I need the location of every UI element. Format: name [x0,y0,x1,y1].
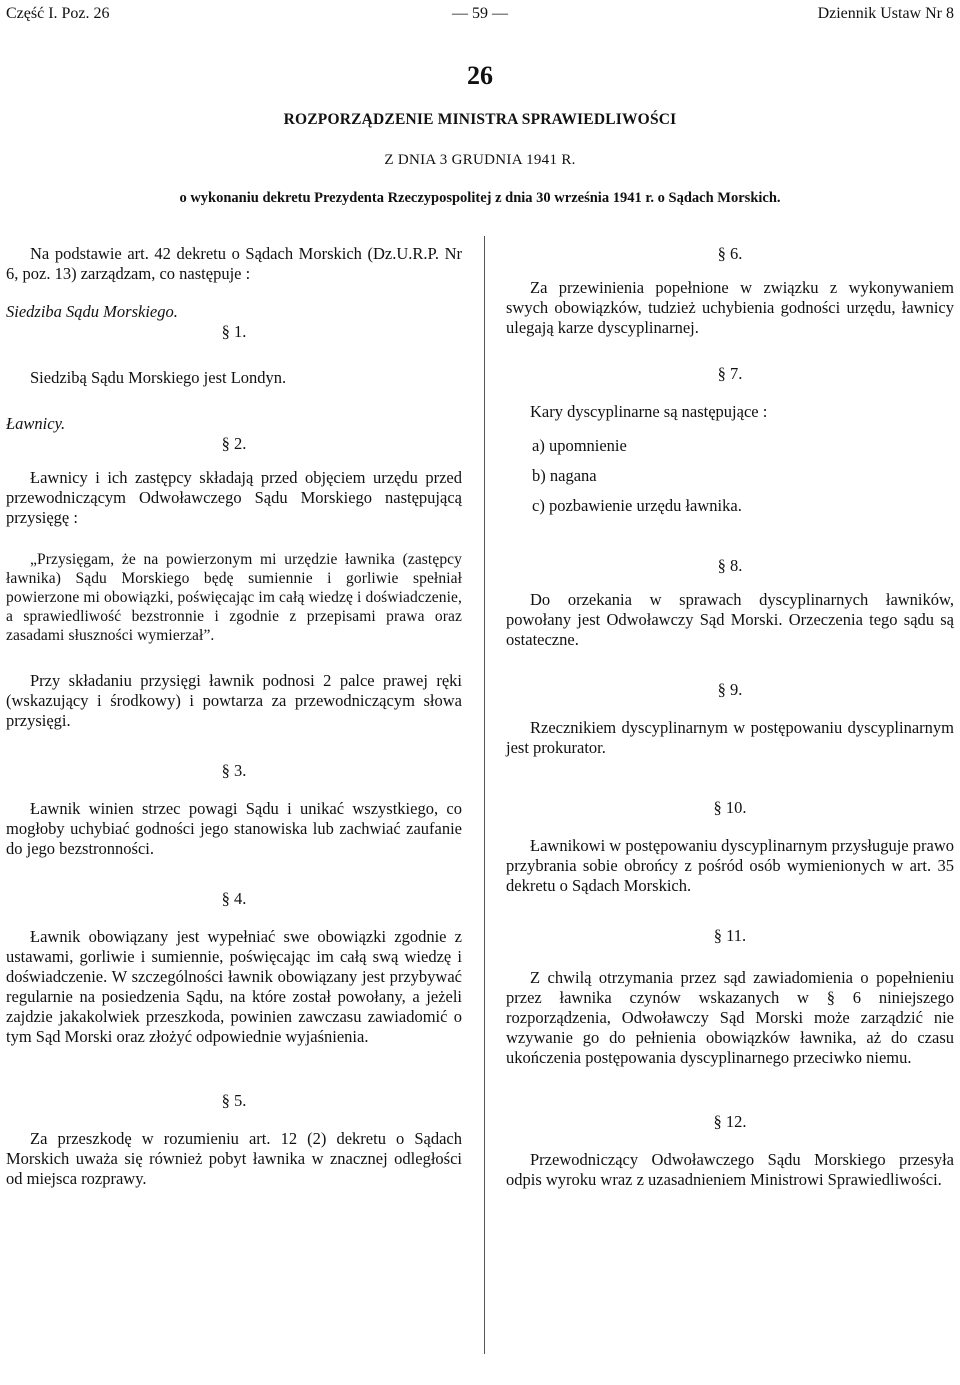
left-column [6,244,462,1189]
header-journal-name: Dziennik Ustaw Nr 8 [817,5,954,22]
section-4-heading: § 4. [221,889,247,908]
item-number: 26 [467,61,493,90]
section-2-text-continued: Przy składaniu przysięgi ławnik podnosi 2 palce prawej ręki (wskazujący i środkowy) i powtarza za przewodniczącym słowa przysięgi. [6,671,462,730]
section-2-text: Ławnicy i ich zastępcy składają przed objęciem urzędu przed przewodniczącym Odwoławczego Sądu Morskiego następującą przysięgę : [6,468,462,527]
section-9-text: Rzecznikiem dyscyplinarnym w postępowaniu dyscyplinarnym jest prokurator. [506,718,954,757]
section-8-text: Do orzekania w sprawach dyscyplinarnych ławników, powołany jest Odwoławczy Sąd Morski. Orzeczenia tego sądu są ostateczne. [506,590,954,649]
intro-paragraph: Na podstawie art. 42 dekretu o Sądach Morskich (Dz.U.R.P. Nr 6, poz. 13) zarządzam, co następuje : [6,244,462,283]
section-6-heading: § 6. [717,244,743,263]
section-9-heading: § 9. [717,680,743,699]
section-5-heading: § 5. [221,1091,247,1110]
document-heading: ROZPORZĄDZENIE MINISTRA SPRAWIEDLIWOŚCI [283,111,677,128]
section-10-text: Ławnikowi w postępowaniu dyscyplinarnym przysługuje prawo przybrania sobie obrońcy z pośród osób wymienionych w art. 35 dekretu o Sądach Morskich. [506,836,954,895]
section-2-heading: § 2. [221,434,247,453]
section-11-heading: § 11. [713,926,747,945]
section-8-heading: § 8. [717,556,743,575]
penalty-item: b) nagana [532,466,597,485]
penalty-item: a) upomnienie [532,436,627,455]
right-column [506,244,954,1190]
title-block [40,60,920,208]
oath-text: „Przysięgam, że na powierzonym mi urzędzie ławnika (zastępcy ławnika) Sądu Morskiego będę sumiennie i gorliwie spełniał powierzone mi obowiązki, poświęcając im całą wiedzę i doświadczenie, a sprawiedliwość bezstronnie i zgodnie z przepisami prawa oraz zasadami słuszności wymierzał”. [6,551,462,644]
section-6-text: Za przewinienia popełnione w związku z wykonywaniem swych obowiązków, tudzież uchybienia godności urzędu, ławnicy ulegają karze dyscyplinarnej. [506,278,954,337]
running-header [6,4,954,24]
section-3-heading: § 3. [221,761,247,780]
section-7-heading: § 7. [717,364,743,383]
section-10-heading: § 10. [713,798,747,817]
penalty-item: c) pozbawienie urzędu ławnika. [532,496,742,515]
header-page-number: — 59 — [452,5,508,22]
section-1-text: Siedzibą Sądu Morskiego jest Londyn. [30,368,287,387]
section-3-text: Ławnik winien strzec powagi Sądu i unikać wszystkiego, co mogłoby uchybiać godności jego stanowiska lub zachwiać zaufanie do jego bezstronności. [6,799,462,858]
section-7-text: Kary dyscyplinarne są następujące : [530,402,768,421]
margin-title-seat: Siedziba Sądu Morskiego. [6,302,178,321]
section-11-text: Z chwilą otrzymania przez sąd zawiadomienia o popełnieniu przez ławnika czynów wskazanych w § 6 niniejszego rozporządzenia, Odwoławczy Sąd Morski może zarządzić nie wzywanie go do pełnienia obowiązków ławnika, aż do czasu ukończenia postępowania dyscyplinarnego przeciwko niemu. [506,968,954,1067]
document-date: Z DNIA 3 GRUDNIA 1941 R. [384,152,576,168]
section-12-text: Przewodniczący Odwoławczego Sądu Morskiego przesyła odpis wyroku wraz z uzasadnieniem Ministrowi Sprawiedliwości. [506,1150,954,1189]
document-subject: o wykonaniu dekretu Prezydenta Rzeczypospolitej z dnia 30 września 1941 r. o Sądach Morskich. [179,190,781,206]
margin-title-jurors: Ławnicy. [6,414,66,433]
header-part-position: Część I. Poz. 26 [6,5,110,22]
section-1-heading: § 1. [221,322,247,341]
section-5-text: Za przeszkodę w rozumieniu art. 12 (2) dekretu o Sądach Morskich uważa się również pobyt ławnika w znacznej odległości od miejsca rozprawy. [6,1129,462,1188]
column-divider [484,236,485,1354]
section-12-heading: § 12. [713,1112,747,1131]
section-4-text: Ławnik obowiązany jest wypełniać swe obowiązki zgodnie z ustawami, gorliwie i sumiennie, poświęcając im całą swą wiedzę i doświadczenie. W szczególności ławnik obowiązany jest przybywać regularnie na posiedzenia Sądu, na które został powołany, a jeżeli zajdzie jakakolwiek przeszkoda, powinien zawczasu zawiadomić o tym Sąd Morski oraz złożyć odpowiednie wyjaśnienia. [6,927,462,1046]
